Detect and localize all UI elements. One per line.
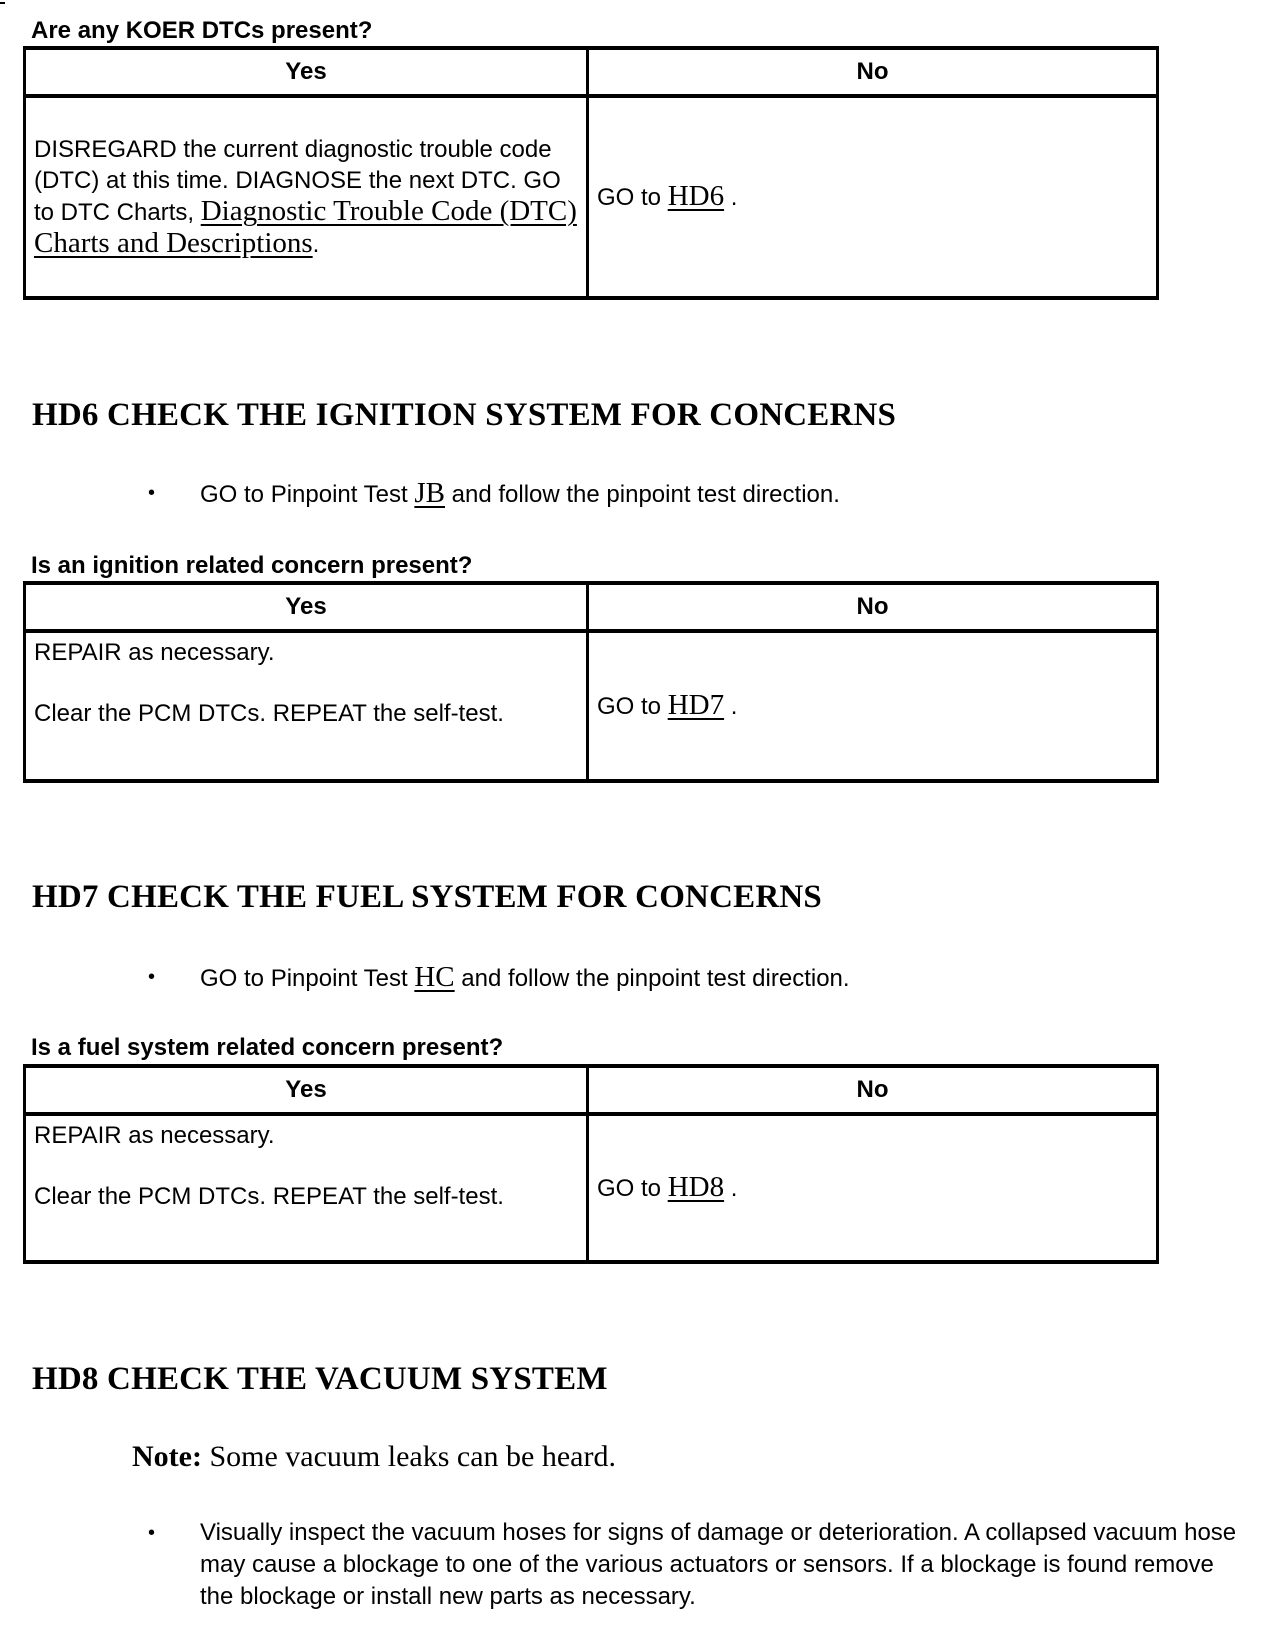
hd7-decision-table	[23, 1064, 1159, 1264]
hd8-link[interactable]: HD8	[667, 1171, 725, 1203]
hd6-yes-cell	[25, 631, 588, 781]
koer-yes-text: DISREGARD the current diagnostic trouble code (DTC) at this time. DIAGNOSE the next DTC. GO to DTC Charts,	[34, 136, 561, 226]
hd7-question: Is a fuel system related concern present?	[31, 1034, 504, 1061]
hd6-bullet-text: GO to Pinpoint Test	[200, 481, 415, 508]
note-label: Note:	[132, 1440, 202, 1473]
hd7-yes-cell	[25, 1114, 588, 1262]
hd6-yes-para-2: Clear the PCM DTCs. REPEAT the self-test.	[34, 700, 504, 727]
hd6-decision-table	[23, 581, 1159, 783]
hd7-no-cell	[588, 1114, 1158, 1262]
hd6-link[interactable]: HD6	[667, 180, 725, 212]
hd6-bullet-text-end: and follow the pinpoint test direction.	[444, 481, 840, 508]
dtc-charts-link[interactable]: Diagnostic Trouble Code (DTC) Charts and Descriptions	[34, 195, 577, 259]
koer-yes-cell	[25, 96, 588, 298]
hd6-heading: HD6 CHECK THE IGNITION SYSTEM FOR CONCERNS	[32, 397, 897, 433]
koer-yes-text-end: .	[312, 231, 320, 258]
koer-decision-table	[23, 46, 1159, 300]
hd6-no-cell	[588, 631, 1158, 781]
koer-no-text: GO to	[597, 184, 668, 211]
hd6-yes-para-1: REPAIR as necessary.	[34, 639, 275, 666]
koer-no-cell	[588, 96, 1158, 298]
koer-no-header: No	[588, 48, 1158, 96]
hd6-yes-header: Yes	[25, 583, 588, 631]
hd7-heading: HD7 CHECK THE FUEL SYSTEM FOR CONCERNS	[32, 879, 822, 915]
hd6-no-text-end: .	[724, 693, 738, 720]
hd7-no-header: No	[588, 1066, 1158, 1114]
hd7-yes-para-1: REPAIR as necessary.	[34, 1122, 275, 1149]
bullet-icon: •	[148, 1522, 156, 1544]
hd8-heading: HD8 CHECK THE VACUUM SYSTEM	[32, 1361, 608, 1397]
hd6-question: Is an ignition related concern present?	[31, 552, 473, 579]
hd6-bullet-item	[148, 477, 1240, 511]
hd8-note	[132, 1440, 616, 1474]
hd8-bullet-text: Visually inspect the vacuum hoses for signs of damage or deterioration. A collapsed vacuum hose may cause a blockage to one of the various actuators or sensors. If a blockage is found remove the blockage or install new parts as necessary.	[200, 1519, 1237, 1610]
hd7-bullet-text: GO to Pinpoint Test	[200, 965, 415, 992]
hd7-link[interactable]: HD7	[667, 689, 725, 721]
pinpoint-test-hc-link[interactable]: HC	[414, 961, 455, 993]
hd6-no-header: No	[588, 583, 1158, 631]
bullet-icon: •	[148, 966, 156, 988]
page-edge-mark	[0, 2, 5, 4]
hd7-yes-header: Yes	[25, 1066, 588, 1114]
hd8-bullet-item	[148, 1517, 1240, 1613]
koer-yes-header: Yes	[25, 48, 588, 96]
pinpoint-test-jb-link[interactable]: JB	[414, 477, 445, 509]
hd7-no-text: GO to	[597, 1175, 668, 1202]
hd7-bullet-text-end: and follow the pinpoint test direction.	[454, 965, 850, 992]
hd6-no-text: GO to	[597, 693, 668, 720]
note-text: Some vacuum leaks can be heard.	[201, 1440, 616, 1473]
hd7-yes-para-2: Clear the PCM DTCs. REPEAT the self-test.	[34, 1183, 504, 1210]
hd7-bullet-item	[148, 961, 1240, 995]
hd7-no-text-end: .	[724, 1175, 738, 1202]
koer-question: Are any KOER DTCs present?	[31, 17, 373, 44]
koer-no-text-end: .	[724, 184, 738, 211]
bullet-icon: •	[148, 482, 156, 504]
